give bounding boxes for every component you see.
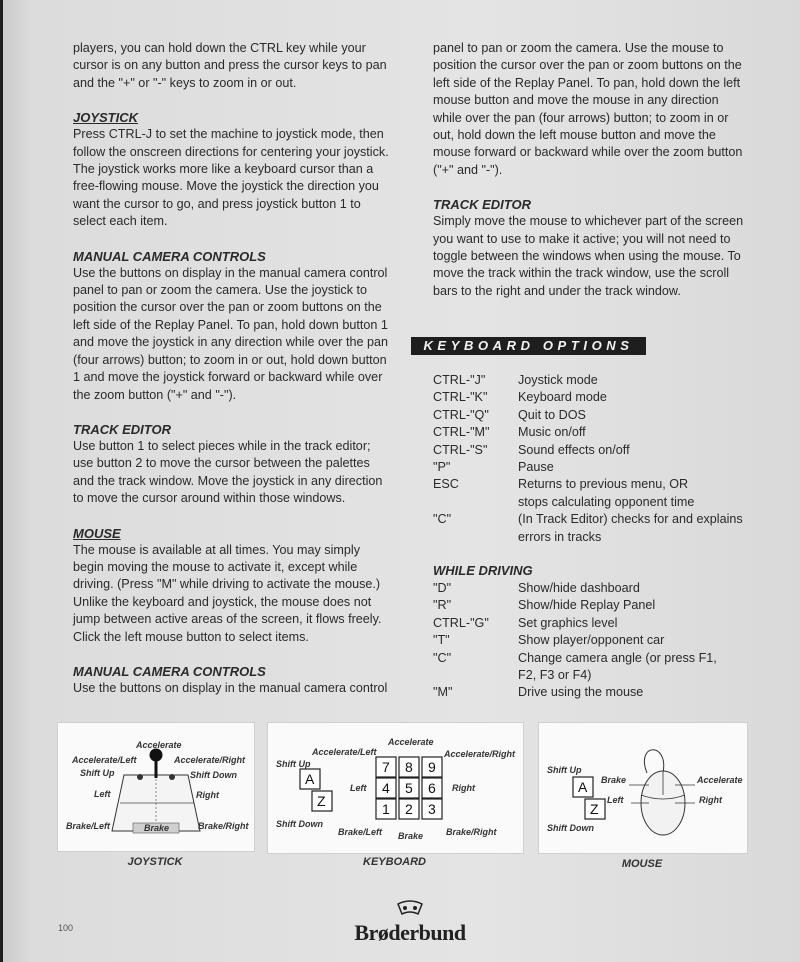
left-column xyxy=(73,40,393,697)
joy-shift-up-label: Shift Up xyxy=(80,768,115,778)
kb-brake-left-label: Brake/Left xyxy=(338,827,383,837)
page-edge xyxy=(0,0,3,962)
mouse-left-label: Left xyxy=(607,795,624,805)
mouse-drawing xyxy=(539,723,747,853)
kb-shift-down-label: Shift Down xyxy=(276,819,323,829)
option-desc: Show player/opponent car xyxy=(518,633,665,648)
mouse-shift-down-label: Shift Down xyxy=(547,823,594,833)
joy-right-label: Right xyxy=(196,790,219,800)
mouse-shift-up-label: Shift Up xyxy=(547,765,582,775)
option-key: CTRL-"M" xyxy=(433,425,490,440)
option-desc: (In Track Editor) checks for and explains xyxy=(518,512,743,527)
joystick-heading: JOYSTICK xyxy=(73,110,139,126)
right-column xyxy=(433,40,748,300)
logo-text: Brøderbund xyxy=(354,920,466,945)
kb-key-4: 4 xyxy=(382,780,390,796)
option-key: "P" xyxy=(433,460,451,474)
keyboard-options-banner: KEYBOARD OPTIONS xyxy=(411,337,646,355)
kb-key-5: 5 xyxy=(405,780,413,796)
option-key: "D" xyxy=(433,581,452,595)
intro-text: players, you can hold down the CTRL key while your cursor is on any button and press the cursor keys to pan and the "+" or "-" keys to zoom in or out. xyxy=(73,41,387,90)
option-desc: Music on/off xyxy=(518,425,586,440)
keyboard-drawing xyxy=(268,723,523,853)
kb-brake-right-label: Brake/Right xyxy=(446,827,497,837)
mouse-key-z: Z xyxy=(590,801,599,817)
kb-key-7: 7 xyxy=(382,759,390,775)
joystick-caption: JOYSTICK xyxy=(127,856,183,868)
joy-accel-right-label: Accelerate/Right xyxy=(174,755,246,765)
option-key: "R" xyxy=(433,598,452,613)
joy-left-label: Left xyxy=(94,789,111,799)
option-key: CTRL-"J" xyxy=(433,373,486,387)
kb-key-2: 2 xyxy=(405,801,413,817)
option-desc: Returns to previous menu, OR xyxy=(518,477,689,492)
option-desc: Show/hide Replay Panel xyxy=(518,598,656,613)
while-driving-section xyxy=(433,545,753,579)
option-desc: Keyboard mode xyxy=(518,390,607,405)
kb-key-8: 8 xyxy=(405,759,413,775)
kb-left-label: Left xyxy=(350,783,367,793)
kb-shift-up-label: Shift Up xyxy=(276,759,311,769)
manual-camera-text: Use the buttons on display in the manual camera control panel to pan or zoom the camera. Use the joystick to position the cursor over the pan or zoom buttons on the left side of the Replay Panel. To pan, hold down button 1 and move the joystick in any direction while over the pan (four arrows) button; to zoom in or out, hold down button 1 and move the joystick forward or backward while over the zoom button ("+" and "-"). xyxy=(73,265,389,402)
option-desc: Change camera angle (or press F1, xyxy=(518,650,717,665)
track-editor-mouse-text: Simply move the mouse to whichever part of the screen you want to use to make it active; you will not need to toggle between the windows when using the mouse. To move the track within the track window, use the scroll bars to the right and under the track window. xyxy=(433,214,744,298)
option-key: CTRL-"Q" xyxy=(433,407,489,422)
manual-camera-heading: MANUAL CAMERA CONTROLS xyxy=(73,248,266,264)
mouse-key-a: A xyxy=(578,779,588,795)
manual-camera-text-2: Use the buttons on display in the manual camera control xyxy=(73,680,388,695)
joy-brake-left-label: Brake/Left xyxy=(66,821,111,831)
option-desc-cont: stops calculating opponent time xyxy=(518,494,695,509)
broderbund-logo xyxy=(350,898,470,948)
track-editor-heading: TRACK EDITOR xyxy=(73,421,171,437)
mouse-camera-text: panel to pan or zoom the camera. Use the mouse to position the cursor over the pan or zoom buttons on the left side of the Replay Panel. To pan, hold down the left mouse button and move the mouse in any direction while over the pan (four arrows) button; to zoom in or out, hold down the left mouse button and move the mouse forward or backward while over the zoom button ("+" and "-"). xyxy=(433,41,743,177)
option-key: CTRL-"G" xyxy=(433,615,489,630)
joy-accel-left-label: Accelerate/Left xyxy=(72,755,137,765)
kb-key-3: 3 xyxy=(428,801,436,817)
kb-accel-right-label: Accelerate/Right xyxy=(444,749,516,759)
option-desc: Set graphics level xyxy=(518,615,618,630)
option-desc: Pause xyxy=(518,460,554,474)
option-desc: Joystick mode xyxy=(518,373,598,387)
option-key: CTRL-"S" xyxy=(433,442,488,457)
kb-key-a: A xyxy=(305,771,315,787)
option-desc-cont: errors in tracks xyxy=(518,529,602,544)
keyboard-diagram xyxy=(267,722,524,854)
while-driving-list xyxy=(433,580,753,705)
kb-key-6: 6 xyxy=(428,780,436,796)
kb-right-label: Right xyxy=(452,783,475,793)
option-desc: Drive using the mouse xyxy=(518,685,644,700)
option-key: "C" xyxy=(433,512,452,527)
keyboard-options-list xyxy=(433,372,753,547)
joystick-diagram xyxy=(57,722,255,852)
mouse-right-label: Right xyxy=(699,795,722,805)
option-desc: Quit to DOS xyxy=(518,407,586,422)
keyboard-caption: KEYBOARD xyxy=(363,856,426,868)
joystick-drawing xyxy=(58,723,254,851)
numpad-grid xyxy=(376,757,442,819)
track-editor-text: Use button 1 to select pieces while in the track editor; use button 2 to move the cursor between the palettes and the track window. Move the joystick in any direction to move the cursor around within those windows. xyxy=(73,438,383,506)
kb-accelerate-label: Accelerate xyxy=(388,737,434,747)
joystick-text: Press CTRL-J to set the machine to joystick mode, then follow the onscreen directions for centering your joystick. The joystick works more like a keyboard cursor than a free-flowing mouse. Move the joystick the direction you want the cursor to go, and press joystick button 1 to select each item. xyxy=(73,127,389,229)
mouse-accelerate-label: Accelerate xyxy=(697,775,743,785)
kb-brake-label: Brake xyxy=(398,831,424,841)
option-desc: Show/hide dashboard xyxy=(518,581,640,595)
joy-brake-right-label: Brake/Right xyxy=(198,821,249,831)
kb-key-9: 9 xyxy=(428,759,436,775)
joy-brake-label: Brake xyxy=(144,823,170,833)
option-key: "C" xyxy=(433,650,452,665)
manual-camera-heading-2: MANUAL CAMERA CONTROLS xyxy=(73,663,266,679)
mouse-text: The mouse is available at all times. You may simply begin moving the mouse to activate it, except while driving. (Press "M" while driving to activate the mouse.) Unlike the keyboard and joystick, the mouse does not jump between active areas of the screen, it flows freely. Click the left mouse button to select items. xyxy=(73,542,382,644)
option-key: CTRL-"K" xyxy=(433,390,488,405)
joy-accelerate-label: Accelerate xyxy=(136,740,182,750)
page-number: 100 xyxy=(58,923,74,933)
option-key: "M" xyxy=(433,685,453,700)
option-desc-cont: F2, F3 or F4) xyxy=(518,668,592,682)
kb-key-1: 1 xyxy=(382,801,390,817)
while-driving-heading: WHILE DRIVING xyxy=(433,563,533,578)
option-key: ESC xyxy=(433,477,459,492)
mouse-heading: MOUSE xyxy=(73,525,121,541)
kb-key-z: Z xyxy=(317,793,326,809)
joy-shift-down-label: Shift Down xyxy=(190,770,237,780)
mouse-caption: MOUSE xyxy=(621,858,663,870)
track-editor-mouse-heading: TRACK EDITOR xyxy=(433,197,531,213)
option-desc: Sound effects on/off xyxy=(518,442,630,457)
mouse-brake-label: Brake xyxy=(601,775,627,785)
option-key: "T" xyxy=(433,633,450,648)
mouse-diagram xyxy=(538,722,748,854)
kb-accel-left-label: Accelerate/Left xyxy=(312,747,377,757)
